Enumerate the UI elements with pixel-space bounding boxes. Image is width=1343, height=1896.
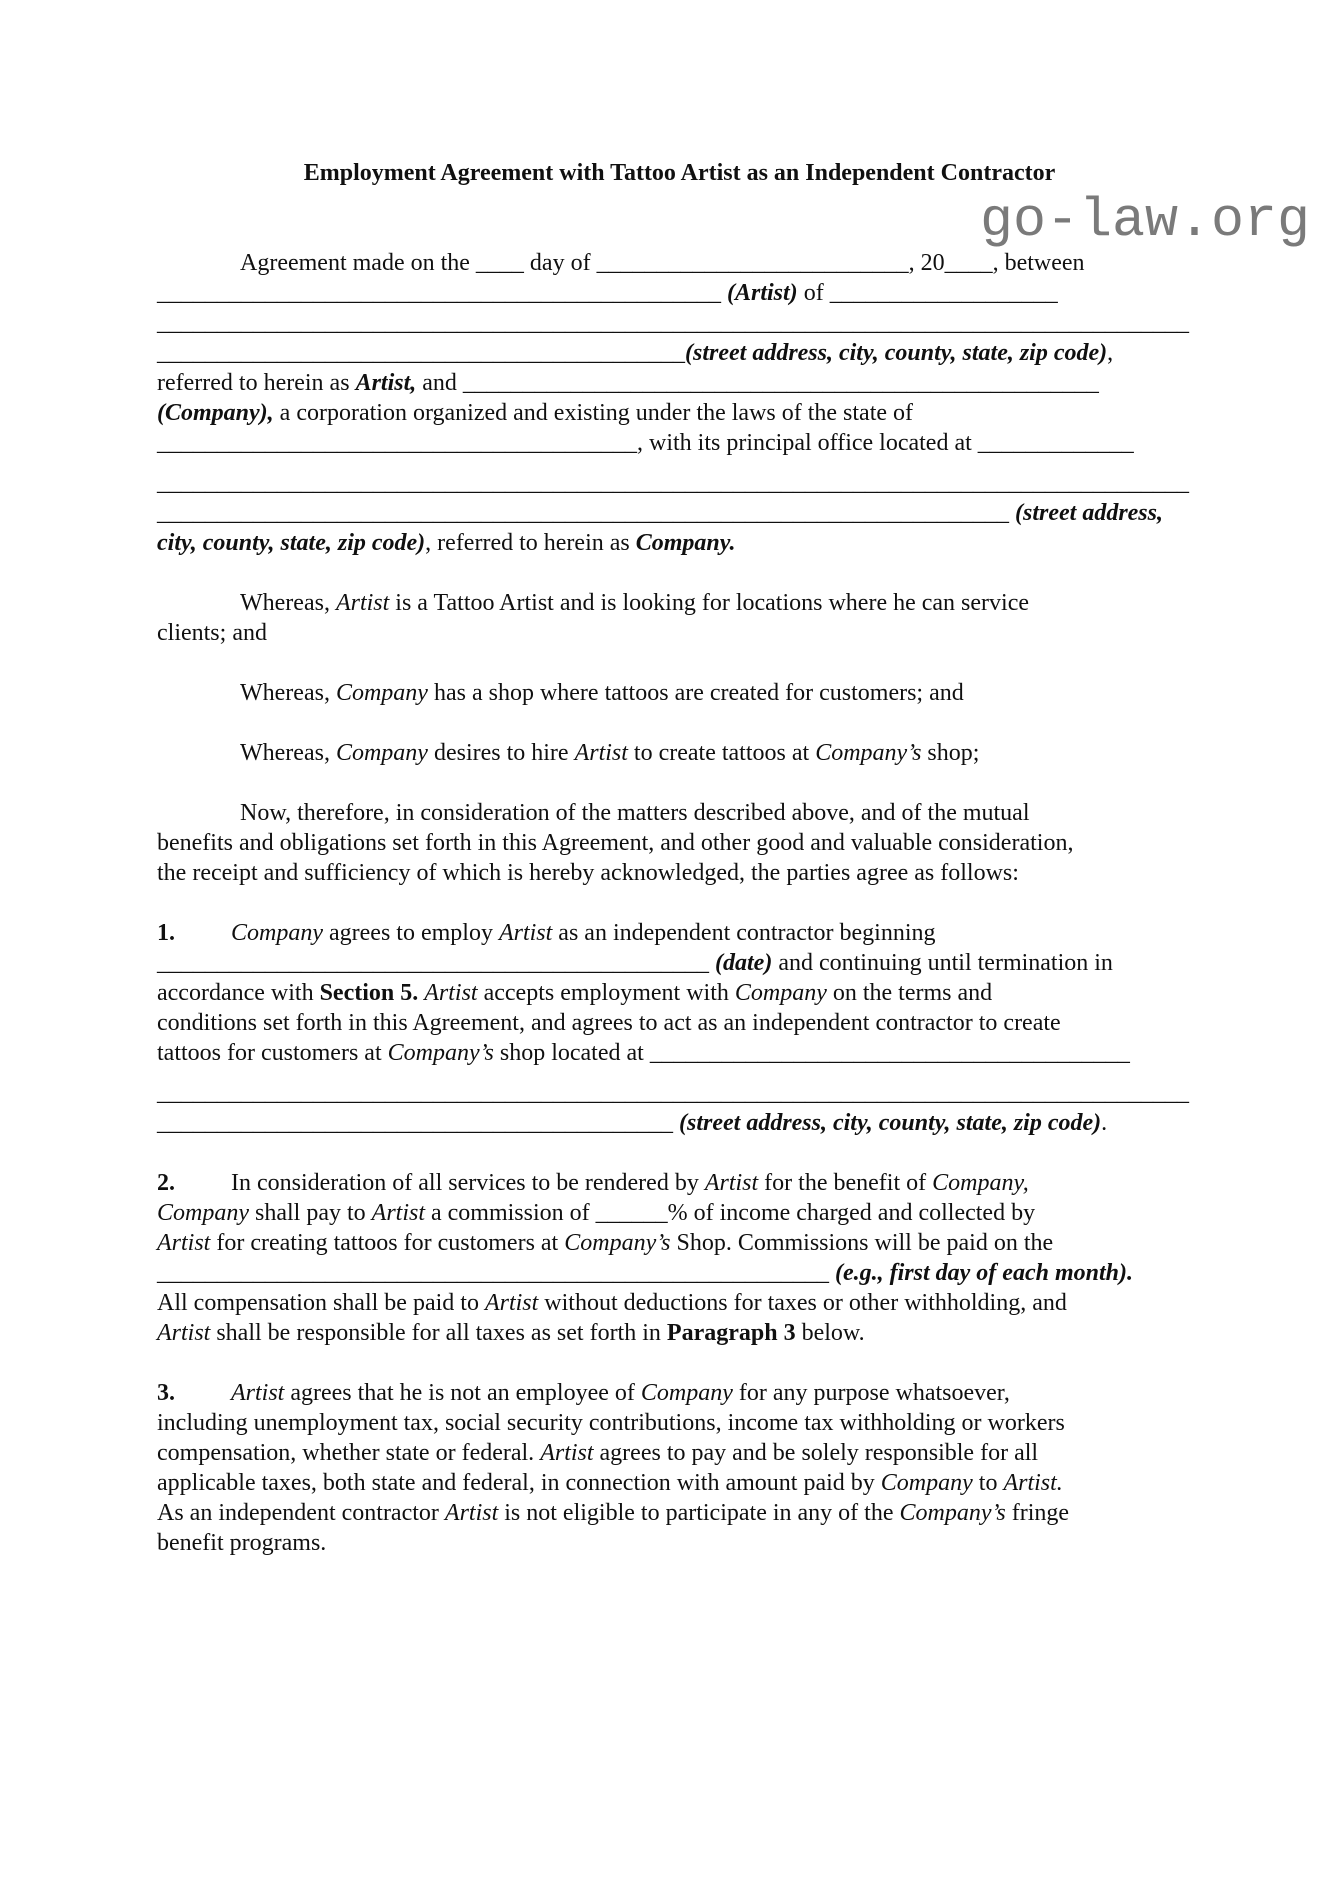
text-run: fringe bbox=[1005, 1500, 1070, 1526]
text-run: has a shop where tattoos are created for customers; and bbox=[427, 680, 964, 706]
text-run: agrees that he is not an employee of bbox=[284, 1380, 641, 1406]
text-run: shop located at bbox=[493, 1040, 650, 1066]
text-line bbox=[157, 368, 1202, 398]
document-content bbox=[0, 158, 1343, 1558]
text-run: shall pay to bbox=[249, 1200, 372, 1226]
blank-field: ________________________________________________________ bbox=[157, 1260, 829, 1286]
text-run: clients; and bbox=[157, 620, 267, 646]
blank-field: ______ bbox=[595, 1200, 668, 1226]
text-run: Company bbox=[231, 920, 323, 946]
text-run: Section 5. bbox=[319, 980, 419, 1006]
text-run: Company’s bbox=[899, 1500, 1006, 1526]
paragraph-intro bbox=[157, 248, 1202, 558]
text-line bbox=[157, 1408, 1202, 1438]
text-run: including unemployment tax, social security contributions, income tax withholding or workers bbox=[157, 1410, 1065, 1436]
text-run: 1. bbox=[157, 920, 175, 946]
blank-field: ________________________________________ bbox=[157, 430, 637, 456]
text-line bbox=[157, 1378, 1202, 1408]
text-line bbox=[157, 858, 1202, 888]
text-run: to bbox=[972, 1470, 1004, 1496]
paragraph-section-3 bbox=[157, 1378, 1202, 1558]
document-body bbox=[157, 248, 1202, 1558]
blank-field: ____ bbox=[944, 250, 993, 276]
text-run: Artist bbox=[424, 980, 478, 1006]
text-run: Artist bbox=[574, 740, 628, 766]
text-run: Company’s bbox=[815, 740, 922, 766]
text-run: a corporation organized and existing under the laws of the state of bbox=[273, 400, 914, 426]
document-title: Employment Agreement with Tattoo Artist as an Independent Contractor bbox=[303, 160, 1056, 186]
text-line bbox=[157, 678, 1202, 708]
text-run: Company’s bbox=[564, 1230, 671, 1256]
text-run: Artist bbox=[371, 1200, 425, 1226]
blank-field: _______________________________________________________________________ bbox=[157, 500, 1009, 526]
text-line bbox=[157, 428, 1202, 458]
blank-field: _____________________________________________________ bbox=[462, 370, 1099, 396]
text-line bbox=[157, 1198, 1202, 1228]
text-line bbox=[157, 1108, 1202, 1138]
text-line bbox=[157, 338, 1202, 368]
text-run: benefits and obligations set forth in this Agreement, and other good and valuable consideration, bbox=[157, 830, 1074, 856]
text-run: Paragraph 3 bbox=[666, 1320, 796, 1346]
blank-field: _______________________________________________ bbox=[157, 280, 721, 306]
text-line bbox=[157, 1318, 1202, 1348]
text-run: Company bbox=[157, 1200, 249, 1226]
text-line bbox=[157, 1468, 1202, 1498]
text-line bbox=[157, 248, 1202, 278]
text-run: Artist bbox=[484, 1290, 539, 1316]
text-run: is a Tattoo Artist and is looking for locations where he can service bbox=[389, 590, 1030, 616]
text-run: referred to herein as bbox=[157, 370, 356, 396]
document-page bbox=[0, 158, 1343, 1896]
blank-field: ___________________________________________ bbox=[157, 1110, 673, 1136]
text-run: to create tattoos at bbox=[627, 740, 816, 766]
text-run: agrees to employ bbox=[323, 920, 499, 946]
text-run: accordance with bbox=[157, 980, 320, 1006]
blank-field: ____________________________________________ bbox=[157, 340, 685, 366]
text-run: for the benefit of bbox=[758, 1170, 933, 1196]
text-run: Company bbox=[880, 1470, 973, 1496]
text-run: , 20 bbox=[908, 250, 945, 276]
text-run: Company’s bbox=[387, 1040, 494, 1066]
text-line bbox=[157, 1438, 1202, 1468]
text-run: Company. bbox=[635, 530, 736, 556]
text-run: Artist bbox=[335, 590, 390, 616]
text-line bbox=[157, 738, 1202, 768]
paragraph-whereas-company-shop bbox=[157, 678, 1202, 708]
blank-field: __________________________ bbox=[596, 250, 909, 276]
blank-field: ___________________ bbox=[829, 280, 1058, 306]
text-run: 2. bbox=[157, 1170, 175, 1196]
text-run: Artist bbox=[231, 1380, 285, 1406]
paragraph-whereas-artist bbox=[157, 588, 1202, 648]
text-run: Artist bbox=[498, 920, 553, 946]
text-line bbox=[157, 1038, 1202, 1068]
text-run: In consideration of all services to be rendered by bbox=[231, 1170, 705, 1196]
text-run: 3. bbox=[157, 1380, 175, 1406]
text-run: below. bbox=[795, 1320, 865, 1346]
text-run: Artist bbox=[704, 1170, 759, 1196]
text-run: Company bbox=[335, 740, 428, 766]
text-run: Company bbox=[734, 980, 827, 1006]
blank-line bbox=[157, 468, 1202, 498]
text-run: As an independent contractor bbox=[157, 1500, 445, 1526]
text-run: benefit programs. bbox=[157, 1530, 327, 1556]
text-run: , between bbox=[992, 250, 1085, 276]
text-run: , with its principal office located at bbox=[637, 430, 978, 456]
text-run: applicable taxes, both state and federal, in connection with amount paid by bbox=[157, 1470, 881, 1496]
text-run: Artist bbox=[157, 1230, 211, 1256]
text-run: Now, therefore, in consideration of the matters described above, and of the mutual bbox=[240, 800, 1030, 826]
text-line bbox=[157, 528, 1202, 558]
text-run: as an independent contractor beginning bbox=[552, 920, 936, 946]
site-logo: go-law.org bbox=[979, 189, 1310, 252]
text-line bbox=[157, 398, 1202, 428]
text-run: city, county, state, zip code) bbox=[157, 530, 426, 556]
text-run: % of income charged and collected by bbox=[667, 1200, 1036, 1226]
text-line bbox=[157, 618, 1202, 648]
text-run: . bbox=[1101, 1110, 1108, 1136]
text-run: Whereas, bbox=[240, 740, 336, 766]
text-run: Company bbox=[640, 1380, 733, 1406]
text-run: tattoos for customers at bbox=[157, 1040, 388, 1066]
paragraph-now-therefore bbox=[157, 798, 1202, 888]
text-run: Company bbox=[335, 680, 428, 706]
text-run: accepts employment with bbox=[477, 980, 735, 1006]
text-run: desires to hire bbox=[427, 740, 575, 766]
text-run: a commission of bbox=[425, 1200, 596, 1226]
text-run: Shop. Commissions will be paid on the bbox=[670, 1230, 1054, 1256]
paragraph-section-2 bbox=[157, 1168, 1202, 1348]
text-run: of bbox=[797, 280, 830, 306]
text-run: (Company), bbox=[157, 400, 274, 426]
text-run: Whereas, bbox=[240, 680, 336, 706]
text-run: shall be responsible for all taxes as set forth in bbox=[210, 1320, 667, 1346]
text-run: All compensation shall be paid to bbox=[157, 1290, 485, 1316]
text-run: compensation, whether state or federal. bbox=[157, 1440, 541, 1466]
text-run: the receipt and sufficiency of which is hereby acknowledged, the parties agree as follows: bbox=[157, 860, 1019, 886]
text-run: shop; bbox=[921, 740, 980, 766]
blank-field: ______________________________________________________________________________________ bbox=[157, 1080, 1189, 1106]
text-run: , bbox=[1107, 340, 1114, 366]
blank-line bbox=[157, 308, 1202, 338]
text-line bbox=[157, 798, 1202, 828]
text-run: day of bbox=[523, 250, 597, 276]
text-run: is not eligible to participate in any of the bbox=[498, 1500, 900, 1526]
text-run: without deductions for taxes or other withholding, and bbox=[538, 1290, 1067, 1316]
text-line bbox=[157, 588, 1202, 618]
text-run: Artist bbox=[444, 1500, 499, 1526]
text-run: on the terms and bbox=[826, 980, 993, 1006]
blank-field: ______________________________________________________________________________________ bbox=[157, 470, 1189, 496]
text-line bbox=[157, 1008, 1202, 1038]
text-line bbox=[157, 1498, 1202, 1528]
blank-field: ______________________________________________ bbox=[157, 950, 709, 976]
blank-field: ____ bbox=[475, 250, 524, 276]
text-run: Artist bbox=[157, 1320, 211, 1346]
text-run: (e.g., first day of each month). bbox=[835, 1260, 1133, 1286]
text-run: and continuing until termination in bbox=[772, 950, 1113, 976]
paragraph-section-1 bbox=[157, 918, 1202, 1138]
text-run: (street address, city, county, state, zip code) bbox=[679, 1110, 1102, 1136]
text-run: , referred to herein as bbox=[425, 530, 636, 556]
text-run: (date) bbox=[715, 950, 773, 976]
text-run: agrees to pay and be solely responsible for all bbox=[593, 1440, 1039, 1466]
text-run: Artist. bbox=[1003, 1470, 1063, 1496]
text-run: (street address, city, county, state, zip code) bbox=[685, 340, 1108, 366]
text-line bbox=[157, 1528, 1202, 1558]
text-line bbox=[157, 948, 1202, 978]
text-line bbox=[157, 1258, 1202, 1288]
text-line bbox=[157, 828, 1202, 858]
paragraph-whereas-hire bbox=[157, 738, 1202, 768]
text-run: Company, bbox=[932, 1170, 1029, 1196]
text-line bbox=[157, 1228, 1202, 1258]
text-run: (Artist) bbox=[727, 280, 798, 306]
text-run: for creating tattoos for customers at bbox=[210, 1230, 565, 1256]
text-line bbox=[157, 978, 1202, 1008]
text-line bbox=[157, 1288, 1202, 1318]
text-run: conditions set forth in this Agreement, and agrees to act as an independent contractor to create bbox=[157, 1010, 1061, 1036]
blank-field: ______________________________________________________________________________________ bbox=[157, 310, 1189, 336]
text-run: and bbox=[416, 370, 463, 396]
text-run: (street address, bbox=[1015, 500, 1163, 526]
text-run: Agreement made on the bbox=[240, 250, 476, 276]
text-run: Artist bbox=[540, 1440, 594, 1466]
blank-field: ________________________________________ bbox=[649, 1040, 1130, 1066]
text-run: Artist, bbox=[355, 370, 417, 396]
text-line bbox=[157, 278, 1202, 308]
text-line bbox=[157, 498, 1202, 528]
text-run: Whereas, bbox=[240, 590, 336, 616]
text-line bbox=[157, 918, 1202, 948]
text-line bbox=[157, 1168, 1202, 1198]
text-run: for any purpose whatsoever, bbox=[732, 1380, 1010, 1406]
blank-line bbox=[157, 1078, 1202, 1108]
blank-field: _____________ bbox=[977, 430, 1134, 456]
